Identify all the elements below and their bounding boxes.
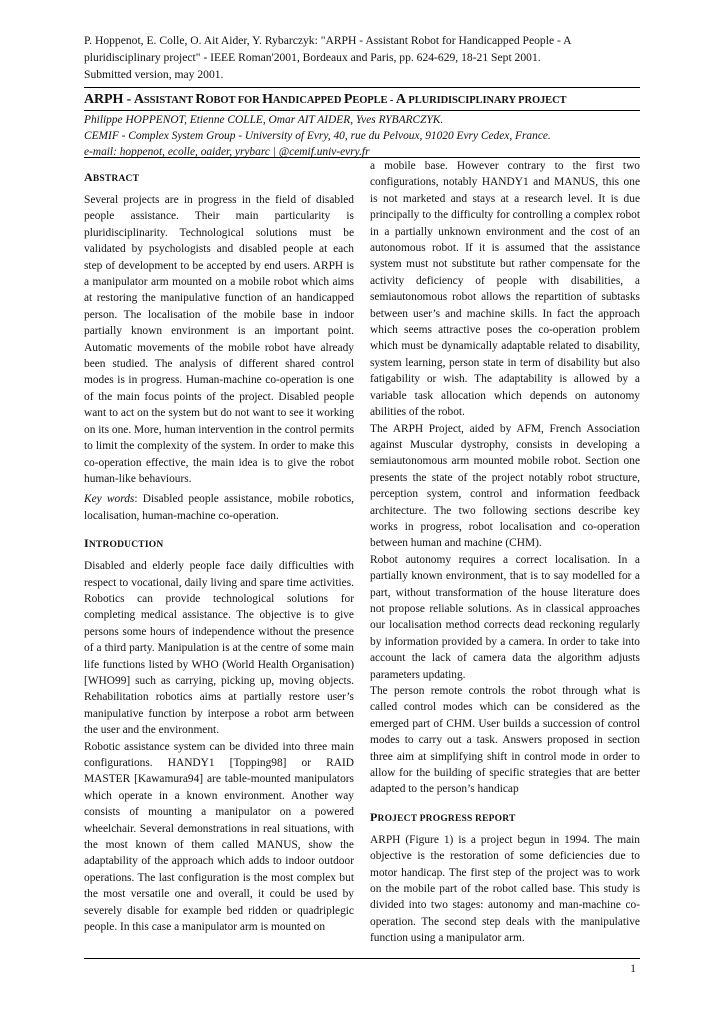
abstract-heading: ABSTRACT — [84, 170, 140, 184]
right-column — [370, 158, 640, 947]
introduction-paragraph-2: Robotic assistance system can be divided into three main configurations. HANDY1 [Topping98] or RAID MASTER [Kawamura94] are table-mounted manipulators which operate in a known environment. Another way consists of mounting a manipulator on a powered wheelchair. Several demonstrations in real situations, with the most known of them called MANUS, show the adaptability of the approach which adds to indoor outdoor operations. The last configuration is the most complex but the most versatile one and overall, it could be used by severely disable for example bed ridden or quadriplegic people. In this case a manipulator arm is mounted on — [84, 740, 354, 934]
author-affiliation: CEMIF - Complex System Group - University of Evry, 40, rue du Pelvoux, 91020 Evry Cedex, France. — [84, 130, 551, 142]
introduction-paragraph-5: The person remote controls the robot through what is called control modes which can be considered as the emerged part of CHM. User builds a succession of control modes to carry out a task. Answers proposed in section three aim at simplifying shift in control mode in order to allow for the building of specific strategies that are better adapted to the person’s handicap — [370, 685, 640, 796]
title-top-rule — [84, 87, 640, 88]
title-bottom-rule — [84, 110, 640, 111]
keywords-text: : Disabled people assistance, mobile robotics, localisation, human-machine co-operation. — [84, 493, 354, 522]
introduction-heading: INTRODUCTION — [84, 536, 164, 551]
footer-rule — [84, 958, 640, 959]
page-number: 1 — [630, 963, 636, 975]
keywords — [84, 491, 354, 524]
progress-paragraph-1: ARPH (Figure 1) is a project begun in 1994. The main objective is the restoration of some deficiencies due to motor handicap. The first step of the project was to work on the mobile part of the robot called base. This study is divided into two stages: autonomy and man-machine co-operation. The second step deals with the manipulative function using a manipulator arm. — [370, 833, 640, 945]
progress-heading: PROJECT PROGRESS REPORT — [370, 809, 516, 824]
introduction-paragraph-1: Disabled and elderly people face daily difficulties with respect to vocational, daily living and spare time activities. Robotics can provide technological solutions for completing medical assistance. The objective is to give persons some hours of independence without the presence of a third party. Manipulation is at the centre of some main life functions listed by WHO (World Health Organisation) [WHO99] such as carrying, picking up, moving objects. Rehabilitation robotics aims at partially restore user’s manipulative function by interpose a robot arm between the user and the environment. — [84, 560, 354, 737]
citation-line-3: Submitted version, may 2001. — [84, 68, 224, 81]
left-column — [84, 158, 354, 935]
introduction-paragraph-2-continued: a mobile base. However contrary to the first two configurations, notably HANDY1 and MANUS, this one is not marketed and stays at a research level. It is due principally to the difficulty for controlling a complex robot in a partially unknown environment and the cost of an autonomous robot. If it is assumed that the assistance system must not substitute but rather compensate for the activity deficiency of people with disabilities, a semiautonomous robot allows the repartition of subtasks between user’s and machine skills. In fact the approach which seems attractive poses the co-operation problem which must be dynamically adaptable related to disability, system learning, person state in term of disability but also fatigability or wish. The adaptability is allowed by a variable task allocation which depends on autonomy abilities of the robot. — [370, 160, 640, 419]
introduction-paragraph-3: The ARPH Project, aided by AFM, French Association against Muscular dystrophy, consists in developing a semiautonomous arm mounted mobile robot. Section one presents the state of the project notably robot structure, perception system, control and information feedback architecture. The two following sections describe key works in progress, robot localisation and co-operation between human and machine (CHM). — [370, 422, 640, 550]
citation-line-2: pluridisciplinary project" - IEEE Roman'2001, Bordeaux and Paris, pp. 624-629, 18-21 Sept 2001. — [84, 51, 541, 64]
citation-line-1: P. Hoppenot, E. Colle, O. Ait Aider, Y. Rybarczyk: "ARPH - Assistant Robot for Handicapped People - A — [84, 34, 572, 47]
introduction-paragraph-4: Robot autonomy requires a correct localisation. In a partially known environment, that is to say modelled for a part, without transformation of the house literature does not propose reliable solutions. As in classical approaches our localisation method corrects dead reckoning regularly by information provided by a camera. In order to take into account the lack of camera data the algorithm adjusts parameters updating. — [370, 553, 640, 681]
keywords-label: Key words — [84, 493, 135, 506]
paper-title: ARPH - ASSISTANT ROBOT FOR HANDICAPPED PEOPLE - A PLURIDISCIPLINARY PROJECT — [84, 92, 567, 107]
abstract-body: Several projects are in progress in the field of disabled people assistance. Their main particularity is pluridisciplinarity. Technological solutions must be validated by psychologists and disabled people at each step of development to be accepted by end users. ARPH is a manipulator arm mounted on a mobile robot which aims at restoring the manipulative function of an handicapped person. The localisation of the mobile base in indoor partially known environment is an important point. Automatic movements of the mobile robot have already been studied. The analysis of different shared control modes is in progress. Human-machine co-operation is one of the main focus points of the project. Disabled people want to act on the system but do not want to see it working on its one. More, human intervention in the control permits to limit the complexity of the system. In order to make this co-operation effective, the main idea is to give the robot human-like behaviours. — [84, 194, 354, 485]
author-block — [84, 112, 640, 160]
author-email: e-mail: hoppenot, ecolle, oaider, yrybarc | @cemif.univ-evry.fr — [84, 146, 370, 158]
citation-header — [84, 32, 640, 83]
author-names: Philippe HOPPENOT, Etienne COLLE, Omar AIT AIDER, Yves RYBARCZYK. — [84, 114, 444, 126]
